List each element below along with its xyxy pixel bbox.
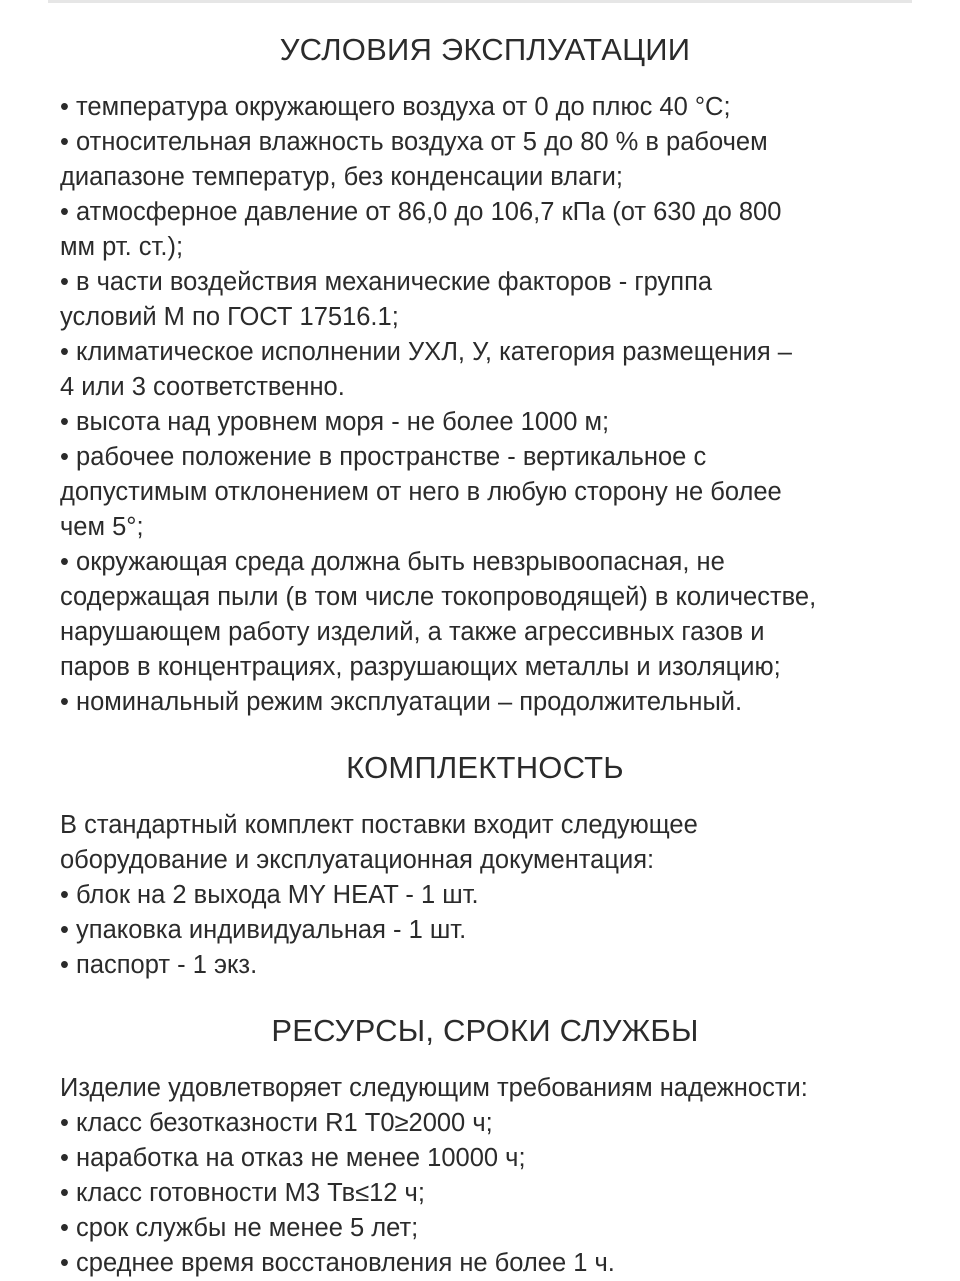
text-line: • упаковка индивидуальная - 1 шт. [60,916,467,944]
text-line: • класс готовности М3 Тв≤12 ч; [60,1179,425,1207]
text-line: оборудование и эксплуатационная документация: [60,846,655,874]
section-operating-conditions [60,90,910,720]
text-line: • паспорт - 1 экз. [60,951,258,979]
text-line: мм рт. ст.); [60,233,184,261]
text-line: нарушающем работу изделий, а также агрессивных газов и [60,618,765,646]
text-line: • относительная влажность воздуха от 5 до 80 % в рабочем [60,128,768,156]
text-line: 4 или 3 соответственно. [60,373,345,401]
text-line: В стандартный комплект поставки входит следующее [60,811,698,839]
text-line: • номинальный режим эксплуатации – продолжительный. [60,688,743,716]
text-line: • класс безотказности R1 Т0≥2000 ч; [60,1109,493,1137]
text-line: • рабочее положение в пространстве - вертикальное с [60,443,707,471]
section-completeness [60,808,910,983]
section-title-resources-service-life: РЕСУРСЫ, СРОКИ СЛУЖБЫ [271,1013,699,1048]
text-line: содержащая пыли (в том числе токопроводящей) в количестве, [60,583,817,611]
section-resources-service-life [60,1071,910,1281]
text-line: • окружающая среда должна быть невзрывоопасная, не [60,548,725,576]
text-line: диапазоне температур, без конденсации влаги; [60,163,623,191]
text-line: условий М по ГОСТ 17516.1; [60,303,399,331]
text-line: • климатическое исполнении УХЛ, У, категория размещения – [60,338,792,366]
text-line: допустимым отклонением от него в любую сторону не более [60,478,782,506]
text-line: • в части воздействия механические факторов - группа [60,268,713,296]
text-line: • температура окружающего воздуха от 0 до плюс 40 °С; [60,93,731,121]
text-line: • блок на 2 выхода MY HEAT - 1 шт. [60,881,479,909]
section-title-operating-conditions: УСЛОВИЯ ЭКСПЛУАТАЦИИ [279,32,691,67]
text-line: чем 5°; [60,513,144,541]
text-line: • наработка на отказ не менее 10000 ч; [60,1144,526,1172]
section-title-completeness: КОМПЛЕКТНОСТЬ [346,750,624,785]
text-line: • атмосферное давление от 86,0 до 106,7 кПа (от 630 до 800 [60,198,782,226]
text-line: • высота над уровнем моря - не более 1000 м; [60,408,610,436]
top-divider [48,0,912,3]
document-body [60,24,910,1281]
text-line: паров в концентрациях, разрушающих металлы и изоляцию; [60,653,781,681]
text-line: Изделие удовлетворяет следующим требованиям надежности: [60,1074,808,1102]
text-line: • срок службы не менее 5 лет; [60,1214,419,1242]
text-line: • среднее время восстановления не более 1 ч. [60,1249,615,1277]
